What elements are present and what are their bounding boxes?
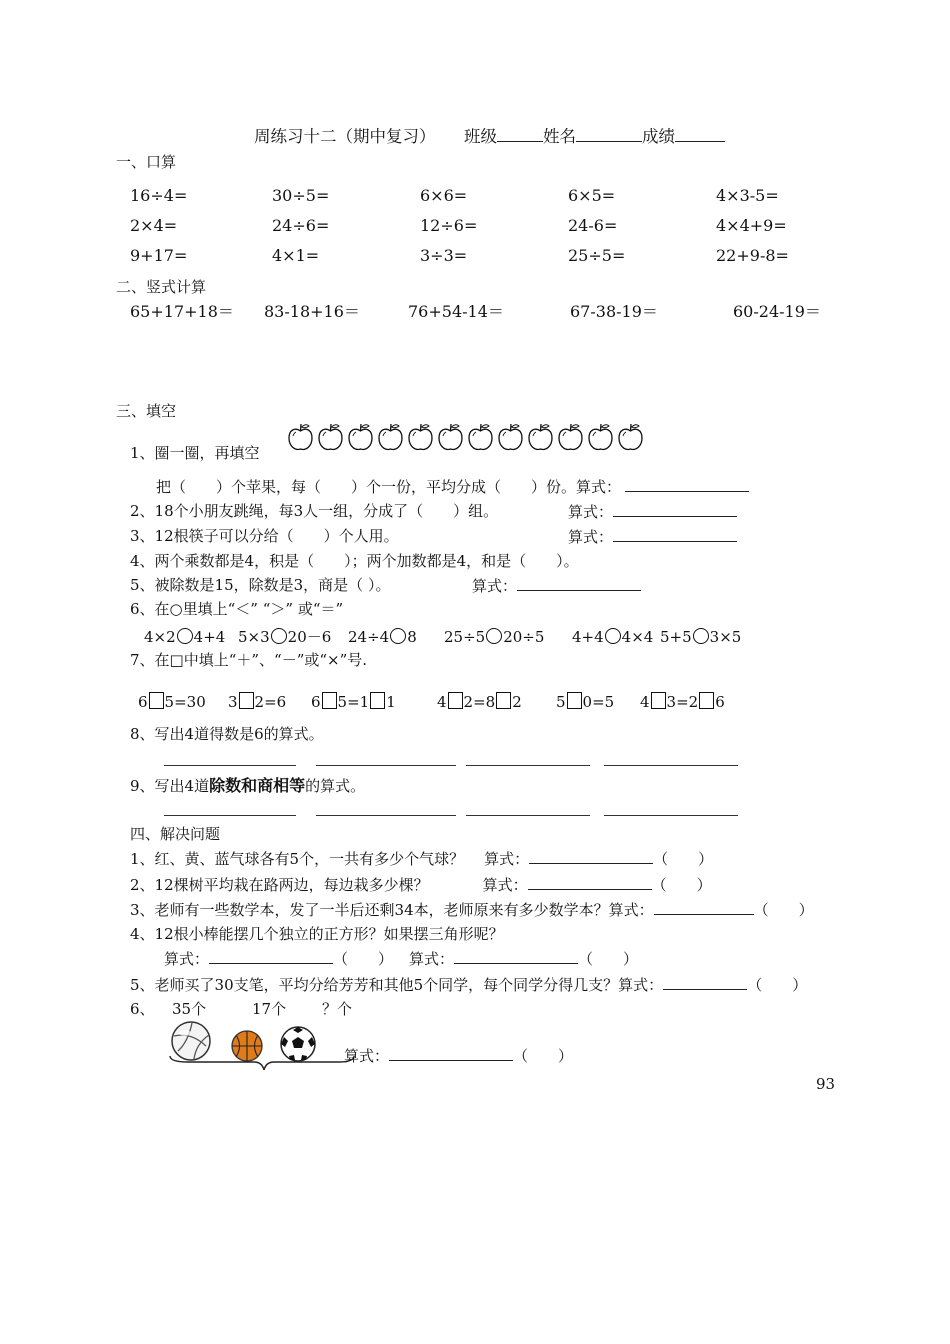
fill-q1-title: 1、圈一圈，再填空 <box>130 444 260 462</box>
mental-math-item: 16÷4= <box>130 186 188 205</box>
problem-6-answer-line[interactable] <box>389 1046 513 1061</box>
score-blank[interactable] <box>675 127 725 142</box>
compare-circle-blank[interactable] <box>177 628 193 644</box>
q9-answer-line-4[interactable] <box>604 815 738 816</box>
problem-2-answer-line[interactable] <box>528 875 652 890</box>
problem-2: 2、12棵树平均栽在路两边，每边栽多少棵？ 算式： （ ） <box>130 876 712 894</box>
fill-q5-answer-line[interactable] <box>517 576 641 591</box>
apple-row <box>287 422 647 456</box>
mental-math-item: 25÷5= <box>568 246 626 265</box>
fill-q2-formula: 算式： <box>568 502 737 521</box>
vertical-calc-4: 67-38-19＝ <box>570 302 658 321</box>
problem-3-answer-line[interactable] <box>654 900 754 915</box>
compare-item: 4+4 4×4 <box>572 628 654 646</box>
section-2-heading: 二、竖式计算 <box>116 278 207 296</box>
apple-icon <box>587 422 614 452</box>
operator-item: 3 2=6 <box>228 693 287 711</box>
fill-q4: 4、两个乘数都是4，积是（ ）；两个加数都是4，和是（ ）。 <box>130 552 579 570</box>
compare-item: 4×2 4+4 <box>144 628 226 646</box>
operator-box-blank[interactable] <box>448 692 463 709</box>
q8-answer-line-3[interactable] <box>466 765 590 766</box>
class-blank[interactable] <box>497 127 543 142</box>
operator-box-blank[interactable] <box>567 692 582 709</box>
apple-icon <box>287 422 314 452</box>
compare-item: 24÷4 8 <box>348 628 417 646</box>
compare-item: 5+5 3×5 <box>660 628 742 646</box>
mental-math-item: 9+17= <box>130 246 188 265</box>
apple-icon <box>347 422 374 452</box>
compare-circle-blank[interactable] <box>693 628 709 644</box>
compare-circle-blank[interactable] <box>486 628 502 644</box>
mental-math-item: 24-6= <box>568 216 618 235</box>
problem-4-answer-line-1[interactable] <box>209 949 333 964</box>
apple-icon <box>407 422 434 452</box>
apple-icon <box>617 422 644 452</box>
q8-answer-line-4[interactable] <box>604 765 738 766</box>
fill-q3: 3、12根筷子可以分给（ ）个人用。 <box>130 527 399 545</box>
operator-item: 4 3=2 6 <box>640 693 725 711</box>
apple-icon <box>497 422 524 452</box>
operator-item: 6 5=30 <box>138 693 206 711</box>
apple-icon <box>317 422 344 452</box>
q8-answer-line-1[interactable] <box>164 765 296 766</box>
problem-1: 1、红、黄、蓝气球各有5个，一共有多少个气球？ 算式： （ ） <box>130 850 714 868</box>
compare-item: 5×3 20－6 <box>238 628 332 646</box>
mental-math-item: 4×1= <box>272 246 320 265</box>
section-4-heading: 四、解决问题 <box>130 825 221 843</box>
apple-icon <box>527 422 554 452</box>
compare-circle-blank[interactable] <box>605 628 621 644</box>
fill-q1-answer-line[interactable] <box>625 477 749 492</box>
mental-math-item: 30÷5= <box>272 186 330 205</box>
vertical-calc-2: 83-18+16＝ <box>264 302 360 321</box>
score-label: 成绩 <box>642 127 675 146</box>
fill-q5-formula: 算式： <box>472 576 641 595</box>
compare-circle-blank[interactable] <box>390 628 406 644</box>
vertical-calc-1: 65+17+18＝ <box>130 302 234 321</box>
apple-icon <box>557 422 584 452</box>
fill-q9: 9、写出4道除数和商相等的算式。 <box>130 776 366 795</box>
problem-4-answers: 算式： （ ） 算式： （ ） <box>164 950 639 968</box>
apple-icon <box>437 422 464 452</box>
worksheet-header <box>254 127 725 147</box>
operator-box-blank[interactable] <box>651 692 666 709</box>
q8-answer-line-2[interactable] <box>316 765 456 766</box>
fill-q3-formula: 算式： <box>568 527 737 546</box>
problem-1-answer-line[interactable] <box>529 849 653 864</box>
q9-answer-line-3[interactable] <box>466 815 590 816</box>
operator-box-blank[interactable] <box>239 692 254 709</box>
fill-q2: 2、18个小朋友跳绳，每3人一组，分成了（ ）组。 <box>130 502 499 520</box>
operator-item: 4 2=8 2 <box>437 693 522 711</box>
section-1-heading: 一、口算 <box>116 153 177 171</box>
mental-math-item: 6×5= <box>568 186 616 205</box>
fill-q8: 8、写出4道得数是6的算式。 <box>130 725 324 743</box>
apple-icon <box>377 422 404 452</box>
fill-q3-answer-line[interactable] <box>613 527 737 542</box>
problem-6-formula: 算式： （ ） <box>344 1047 574 1065</box>
problem-6: 6、 <box>130 1000 155 1018</box>
count-volleyball: 35个 <box>172 1000 207 1018</box>
problem-5-answer-line[interactable] <box>663 975 747 990</box>
mental-math-item: 4×3-5= <box>716 186 779 205</box>
operator-box-blank[interactable] <box>699 692 714 709</box>
q9-answer-line-2[interactable] <box>316 815 456 816</box>
problem-4-answer-line-2[interactable] <box>454 949 578 964</box>
worksheet-title: 周练习十二（期中复习） <box>254 127 436 146</box>
mental-math-item: 24÷6= <box>272 216 330 235</box>
operator-box-blank[interactable] <box>370 692 385 709</box>
compare-circle-blank[interactable] <box>271 628 287 644</box>
problem-5: 5、老师买了30支笔，平均分给芳芳和其他5个同学，每个同学分得几支？算式： （ ） <box>130 976 808 994</box>
mental-math-item: 6×6= <box>420 186 468 205</box>
mental-math-item: 2×4= <box>130 216 178 235</box>
mental-math-item: 3÷3= <box>420 246 468 265</box>
count-soccer: ？个 <box>322 1000 353 1018</box>
apple-icon <box>467 422 494 452</box>
operator-box-blank[interactable] <box>149 692 164 709</box>
fill-q7: 7、在□中填上“＋”、“－”或“×”号. <box>130 651 368 669</box>
operator-item: 6 5=1 1 <box>311 693 396 711</box>
fill-q6: 6、在○里填上“＜” “＞” 或“＝” <box>130 600 344 618</box>
count-basketball: 17个 <box>252 1000 287 1018</box>
operator-box-blank[interactable] <box>322 692 337 709</box>
operator-item: 5 0=5 <box>556 693 615 711</box>
name-label: 姓名 <box>543 127 576 146</box>
operator-box-blank[interactable] <box>496 692 511 709</box>
problem-3: 3、老师有一些数学本，发了一半后还剩34本，老师原来有多少数学本？算式： （ ） <box>130 901 814 919</box>
mental-math-item: 12÷6= <box>420 216 478 235</box>
mental-math-item: 22+9-8= <box>716 246 789 265</box>
problem-4: 4、12根小棒能摆几个独立的正方形？如果摆三角形呢？ <box>130 925 504 943</box>
class-label: 班级 <box>464 127 497 146</box>
q9-answer-line-1[interactable] <box>164 815 296 816</box>
vertical-calc-5: 60-24-19＝ <box>733 302 821 321</box>
q9-emphasis: 除数和商相等 <box>209 776 306 795</box>
compare-item: 25÷5 20÷5 <box>444 628 545 646</box>
fill-q5: 5、被除数是15，除数是3，商是（ ）。 <box>130 576 391 594</box>
fill-q1-sentence: 把（ ）个苹果，每（ ）个一份，平均分成（ ）份。算式： <box>156 477 749 496</box>
page-number: 93 <box>816 1075 836 1093</box>
vertical-calc-3: 76+54-14＝ <box>408 302 504 321</box>
fill-q2-answer-line[interactable] <box>613 502 737 517</box>
section-3-heading: 三、填空 <box>116 402 177 420</box>
mental-math-item: 4×4+9= <box>716 216 787 235</box>
name-blank[interactable] <box>576 127 642 142</box>
brace-icon <box>168 1054 358 1074</box>
